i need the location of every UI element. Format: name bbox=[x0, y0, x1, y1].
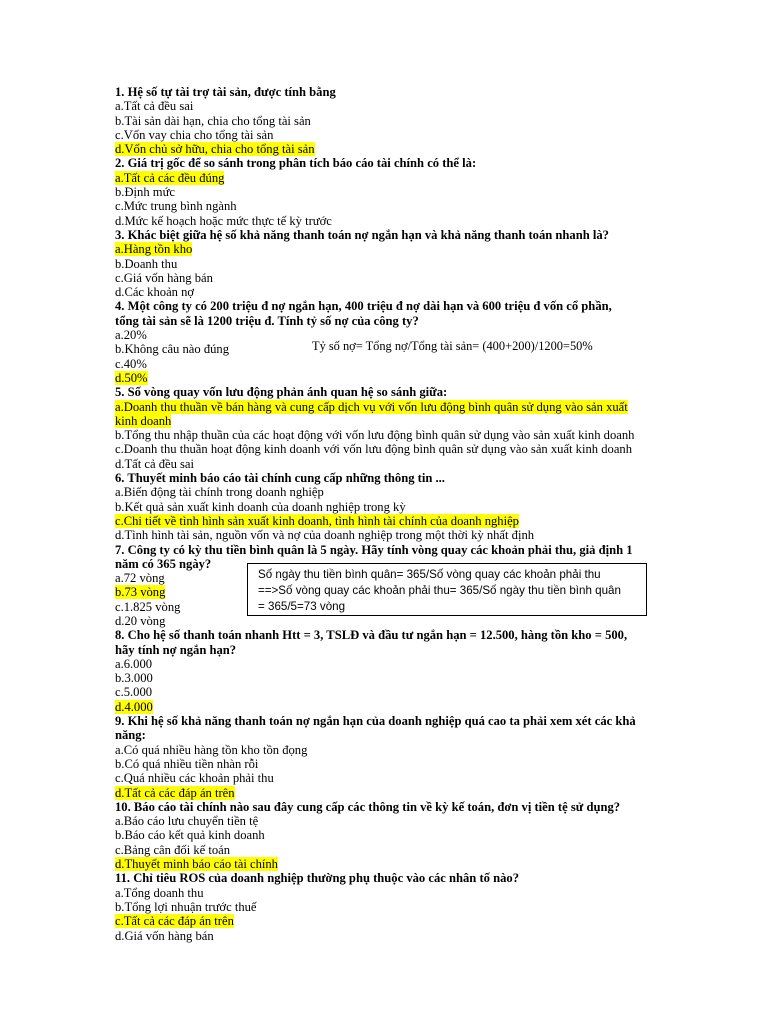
option-text: d.Tình hình tài sản, nguồn vốn và nợ của doanh nghiệp trong một thời kỳ nhất định bbox=[115, 528, 535, 543]
option-text: c.Quá nhiều các khoản phải thu bbox=[115, 771, 274, 786]
answer-option bbox=[115, 900, 655, 914]
answer-option bbox=[115, 171, 655, 185]
answer-option bbox=[115, 786, 655, 800]
option-text: b.Có quá nhiều tiền nhàn rỗi bbox=[115, 756, 259, 771]
option-text: b.Tổng thu nhập thuần của các hoạt động với vốn lưu động bình quân sử dụng vào sản xuất kinh doanh bbox=[115, 428, 635, 443]
highlighted-answer: c.Chi tiết về tình hình sản xuất kinh doanh, tình hình tài chính của doanh nghiệp bbox=[115, 513, 519, 528]
answer-option bbox=[115, 457, 655, 471]
answer-option bbox=[115, 500, 655, 514]
question-line bbox=[115, 543, 655, 557]
answer-option bbox=[115, 99, 655, 113]
question-line bbox=[115, 471, 655, 485]
answer-option bbox=[115, 242, 655, 256]
highlighted-answer: d.Tất cả các đáp án trên bbox=[115, 785, 235, 800]
question-text: 2. Giá trị gốc để so sánh trong phân tích báo cáo tài chính có thể là: bbox=[115, 156, 477, 171]
question-line bbox=[115, 714, 655, 728]
question-text: 8. Cho hệ số thanh toán nhanh Htt = 3, TSLĐ và đầu tư ngắn hạn = 12.500, hàng tồn kho = 500, bbox=[115, 628, 628, 643]
option-text: b.Báo cáo kết quả kinh doanh bbox=[115, 828, 265, 843]
option-text: b.3.000 bbox=[115, 671, 153, 686]
question-text: năng: bbox=[115, 728, 146, 743]
highlighted-answer: a.Hàng tồn kho bbox=[115, 242, 193, 257]
answer-option bbox=[115, 914, 655, 928]
option-text: b.Tổng lợi nhuận trước thuế bbox=[115, 899, 257, 914]
highlighted-answer: kinh doanh bbox=[115, 413, 172, 428]
highlighted-answer: a.Tất cả các đều đúng bbox=[115, 170, 225, 185]
option-text: d.20 vòng bbox=[115, 613, 166, 628]
question-line bbox=[115, 85, 655, 99]
question-text: tổng tài sản sẽ là 1200 triệu đ. Tính tỷ số nợ của công ty? bbox=[115, 313, 419, 328]
q4-solution-note: Tỷ số nợ= Tổng nợ/Tổng tài sản= (400+200)/1200=50% bbox=[312, 339, 593, 353]
question-text: hãy tính nợ ngắn hạn? bbox=[115, 642, 237, 657]
highlighted-answer: b.73 vòng bbox=[115, 585, 166, 600]
question-text: 1. Hệ số tự tài trợ tài sản, được tính bằng bbox=[115, 85, 336, 99]
option-text: c.Vốn vay chia cho tổng tài sản bbox=[115, 127, 274, 142]
answer-option bbox=[115, 414, 655, 428]
question-line bbox=[115, 728, 655, 742]
option-text: c.Bảng cân đối kế toán bbox=[115, 842, 231, 857]
highlighted-answer: c.Tất cả các đáp án trên bbox=[115, 914, 234, 929]
answer-option bbox=[115, 114, 655, 128]
option-text: a.Tổng doanh thu bbox=[115, 885, 204, 900]
question-line bbox=[115, 314, 655, 328]
question-text: 4. Một công ty có 200 triệu đ nợ ngắn hạn, 400 triệu đ nợ dài hạn và 600 triệu đ vốn cổ phần, bbox=[115, 299, 612, 314]
option-text: a.Báo cáo lưu chuyển tiền tệ bbox=[115, 814, 259, 829]
answer-option bbox=[115, 357, 655, 371]
option-text: d.Giá vốn hàng bán bbox=[115, 928, 214, 943]
answer-option bbox=[115, 843, 655, 857]
answer-option bbox=[115, 271, 655, 285]
option-text: b.Tài sản dài hạn, chia cho tổng tài sản bbox=[115, 113, 311, 128]
option-text: d.Các khoản nợ bbox=[115, 285, 195, 300]
answer-option bbox=[115, 199, 655, 213]
answer-option bbox=[115, 442, 655, 456]
answer-option bbox=[115, 700, 655, 714]
question-line bbox=[115, 643, 655, 657]
option-text: c.1.825 vòng bbox=[115, 599, 181, 614]
answer-option bbox=[115, 685, 655, 699]
question-text: 5. Số vòng quay vốn lưu động phản ánh quan hệ so sánh giữa: bbox=[115, 385, 448, 400]
highlighted-answer: a.Doanh thu thuần về bán hàng và cung cấp dịch vụ với vốn lưu động bình quân sử dụng vào sản xuất bbox=[115, 399, 628, 414]
question-line bbox=[115, 800, 655, 814]
option-text: d.Mức kế hoạch hoặc mức thực tế kỳ trước bbox=[115, 213, 332, 228]
question-line bbox=[115, 628, 655, 642]
answer-option bbox=[115, 657, 655, 671]
highlighted-answer: d.4.000 bbox=[115, 699, 153, 714]
question-text: năm có 365 ngày? bbox=[115, 556, 212, 571]
option-text: a.20% bbox=[115, 328, 147, 343]
answer-option bbox=[115, 371, 655, 385]
option-text: a.Có quá nhiều hàng tồn kho tồn đọng bbox=[115, 742, 308, 757]
option-text: b.Không câu nào đúng bbox=[115, 342, 230, 357]
answer-option bbox=[115, 214, 655, 228]
option-text: c.Giá vốn hàng bán bbox=[115, 270, 213, 285]
answer-option bbox=[115, 514, 655, 528]
question-line bbox=[115, 299, 655, 313]
answer-option bbox=[115, 671, 655, 685]
q7-solution-line: = 365/5=73 vòng bbox=[258, 599, 346, 613]
option-text: b.Kết quả sản xuất kinh doanh của doanh nghiệp trong kỳ bbox=[115, 499, 406, 514]
q7-solution-line: Số ngày thu tiền bình quân= 365/Số vòng quay các khoản phải thu bbox=[258, 568, 601, 581]
option-text: c.Mức trung bình ngành bbox=[115, 199, 237, 214]
option-text: a.6.000 bbox=[115, 656, 153, 671]
question-text: 7. Công ty có kỳ thu tiền bình quân là 5 ngày. Hãy tính vòng quay các khoản phải thu, giả định 1 bbox=[115, 542, 633, 557]
answer-option bbox=[115, 185, 655, 199]
option-text: c.Doanh thu thuần hoạt động kinh doanh với vốn lưu động bình quân sử dụng vào sản xuất kinh doanh bbox=[115, 442, 633, 457]
question-text: 10. Báo cáo tài chính nào sau đây cung cấp các thông tin về kỳ kế toán, đơn vị tiền tệ sử dụng? bbox=[115, 799, 621, 814]
question-line bbox=[115, 385, 655, 399]
option-text: c.40% bbox=[115, 356, 147, 371]
highlighted-answer: d.Vốn chủ sở hữu, chia cho tổng tài sản bbox=[115, 142, 315, 157]
question-text: 11. Chỉ tiêu ROS của doanh nghiệp thường phụ thuộc vào các nhân tố nào? bbox=[115, 871, 519, 886]
answer-option bbox=[115, 828, 655, 842]
option-text: b.Định mức bbox=[115, 185, 175, 200]
option-text: a.72 vòng bbox=[115, 571, 165, 586]
question-line bbox=[115, 871, 655, 885]
option-text: d.Tất cả đều sai bbox=[115, 456, 195, 471]
option-text: b.Doanh thu bbox=[115, 256, 178, 271]
quiz-document bbox=[115, 85, 655, 943]
answer-option bbox=[115, 485, 655, 499]
answer-option bbox=[115, 886, 655, 900]
highlighted-answer: d.50% bbox=[115, 370, 148, 385]
q7-solution-textbox bbox=[247, 563, 647, 616]
answer-option bbox=[115, 257, 655, 271]
highlighted-answer: d.Thuyết minh báo cáo tài chính bbox=[115, 857, 278, 872]
question-line bbox=[115, 228, 655, 242]
q7-solution-line: ==>Số vòng quay các khoản phải thu= 365/Số ngày thu tiền bình quân bbox=[258, 583, 621, 597]
answer-option bbox=[115, 285, 655, 299]
question-text: 3. Khác biệt giữa hệ số khả năng thanh toán nợ ngắn hạn và khả năng thanh toán nhanh là? bbox=[115, 227, 609, 242]
option-text: c.5.000 bbox=[115, 685, 153, 700]
answer-option bbox=[115, 929, 655, 943]
answer-option bbox=[115, 771, 655, 785]
answer-option bbox=[115, 428, 655, 442]
question-text: 9. Khi hệ số khả năng thanh toán nợ ngắn hạn của doanh nghiệp quá cao ta phải xem xét các khả bbox=[115, 714, 636, 729]
option-text: a.Biến động tài chính trong doanh nghiệp bbox=[115, 485, 324, 500]
answer-option bbox=[115, 400, 655, 414]
question-line bbox=[115, 156, 655, 170]
answer-option bbox=[115, 614, 655, 628]
question-text: 6. Thuyết minh báo cáo tài chính cung cấp những thông tin ... bbox=[115, 471, 445, 486]
answer-option bbox=[115, 743, 655, 757]
answer-option bbox=[115, 528, 655, 542]
answer-option bbox=[115, 142, 655, 156]
answer-option bbox=[115, 814, 655, 828]
answer-option bbox=[115, 757, 655, 771]
answer-option bbox=[115, 857, 655, 871]
option-text: a.Tất cả đều sai bbox=[115, 99, 194, 114]
answer-option bbox=[115, 128, 655, 142]
